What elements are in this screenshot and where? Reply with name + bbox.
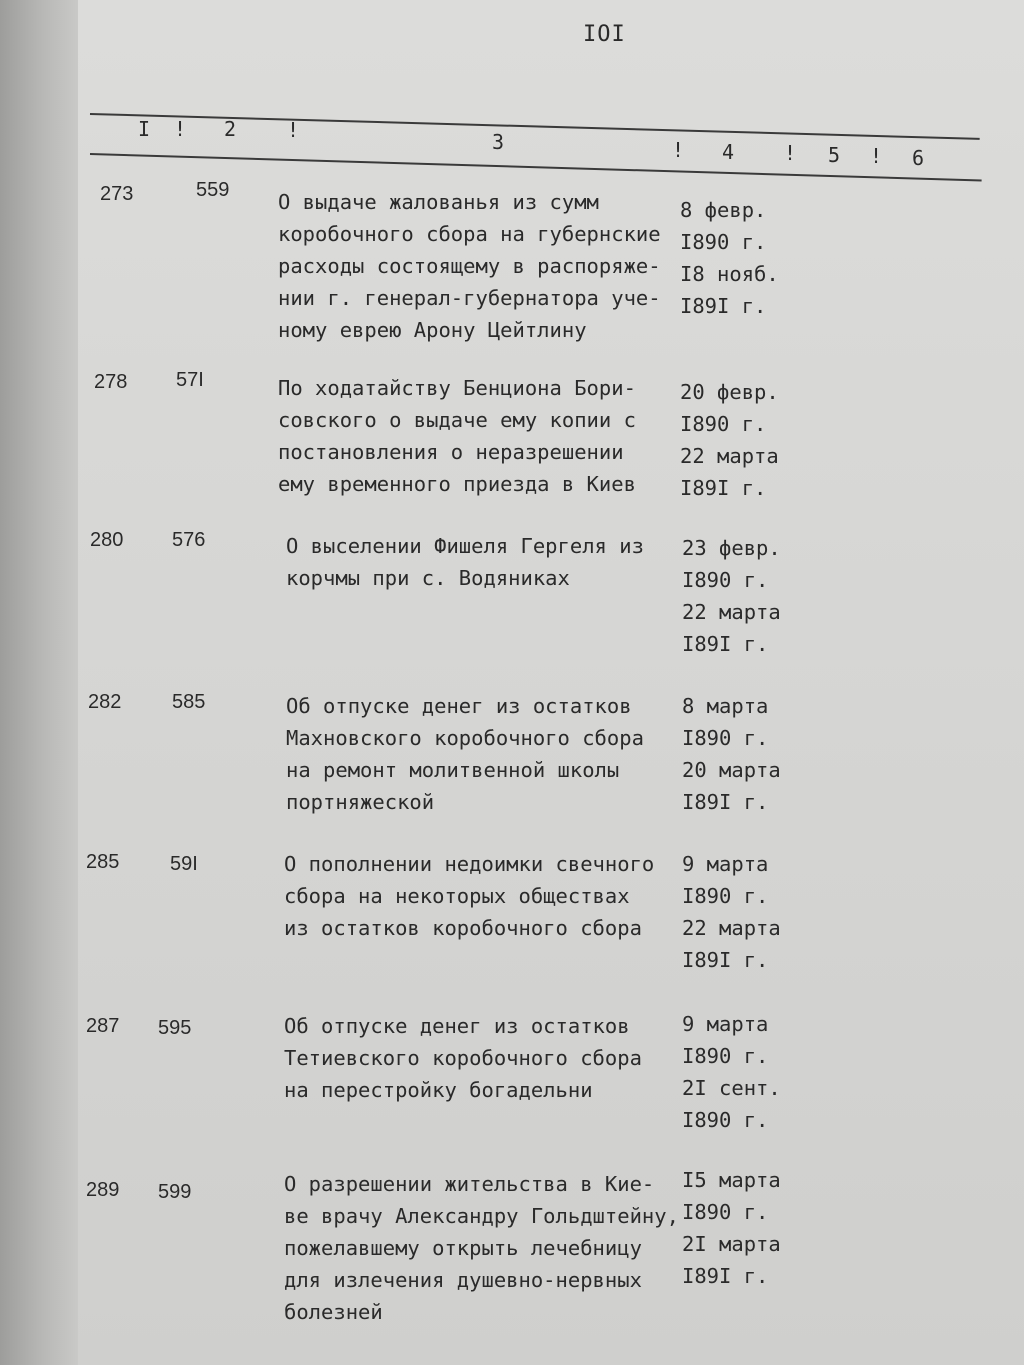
row-description: По ходатайству Бенциона Бори- совского о выдаче ему копии с постановления о неразрешении ему временного приезда в Киев bbox=[278, 376, 636, 496]
row-number-col2: 559 bbox=[196, 179, 230, 201]
row-number-col1: 278 bbox=[94, 371, 128, 393]
row-dates: 9 марта I890 г. 2I сент. I890 г. bbox=[682, 1012, 781, 1132]
header-separator: ! bbox=[784, 141, 797, 165]
row-number-col1: 285 bbox=[86, 851, 120, 873]
row-dates: 9 марта I890 г. 22 марта I89I г. bbox=[682, 852, 781, 972]
row-number-col1: 280 bbox=[90, 529, 124, 551]
row-description: О пополнении недоимки свечного сбора на некоторых обществах из остатков коробочного сбора bbox=[284, 852, 655, 940]
row-dates: 8 февр. I890 г. I8 нояб. I89I г. bbox=[680, 198, 779, 318]
row-number-col2: 59I bbox=[170, 853, 198, 875]
row-number-col1: 282 bbox=[88, 691, 122, 713]
row-description: Об отпуске денег из остатков Тетиевского коробочного сбора на перестройку богадельни bbox=[284, 1014, 642, 1102]
row-description: О выселении Фишеля Гергеля из корчмы при с. Водяниках bbox=[286, 534, 644, 590]
header-col-4: 4 bbox=[722, 140, 735, 164]
header-separator: ! bbox=[870, 144, 883, 168]
row-description: О выдаче жалованья из сумм коробочного сбора на губернские расходы состоящему в распоряже- нии г. генерал-губернатора уче- ному еврею Арону Цейтлину bbox=[278, 190, 661, 342]
header-col-5: 5 bbox=[828, 143, 841, 167]
header-separator: ! bbox=[672, 138, 685, 162]
header-separator: ! bbox=[287, 118, 300, 142]
row-dates: 20 февр. I890 г. 22 марта I89I г. bbox=[680, 380, 779, 500]
row-number-col1: 287 bbox=[86, 1015, 120, 1037]
row-number-col1: 273 bbox=[100, 183, 134, 205]
row-description: Об отпуске денег из остатков Махновского коробочного сбора на ремонт молитвенной школы портняжеской bbox=[286, 694, 644, 814]
row-number-col2: 595 bbox=[158, 1017, 192, 1039]
header-col-3: 3 bbox=[492, 130, 505, 154]
page-number: IOI bbox=[583, 22, 626, 47]
row-description: О разрешении жительства в Кие- ве врачу Александру Гольдштейну, пожелавшему открыть лечебницу для излечения душевно-нервных болезней bbox=[284, 1172, 679, 1324]
row-number-col1: 289 bbox=[86, 1179, 120, 1201]
header-col-2: 2 bbox=[224, 117, 237, 141]
row-number-col2: 57I bbox=[176, 369, 204, 391]
row-dates: 8 марта I890 г. 20 марта I89I г. bbox=[682, 694, 781, 814]
header-col-1: I bbox=[138, 117, 151, 141]
row-number-col2: 585 bbox=[172, 691, 206, 713]
row-number-col2: 576 bbox=[172, 529, 206, 551]
book-spine-shadow bbox=[0, 0, 79, 1365]
document-page bbox=[78, 0, 1024, 1365]
header-col-6: 6 bbox=[912, 146, 925, 170]
header-separator: ! bbox=[174, 117, 187, 141]
row-dates: 23 февр. I890 г. 22 марта I89I г. bbox=[682, 536, 781, 656]
row-number-col2: 599 bbox=[158, 1181, 192, 1203]
row-dates: I5 марта I890 г. 2I марта I89I г. bbox=[682, 1168, 781, 1288]
